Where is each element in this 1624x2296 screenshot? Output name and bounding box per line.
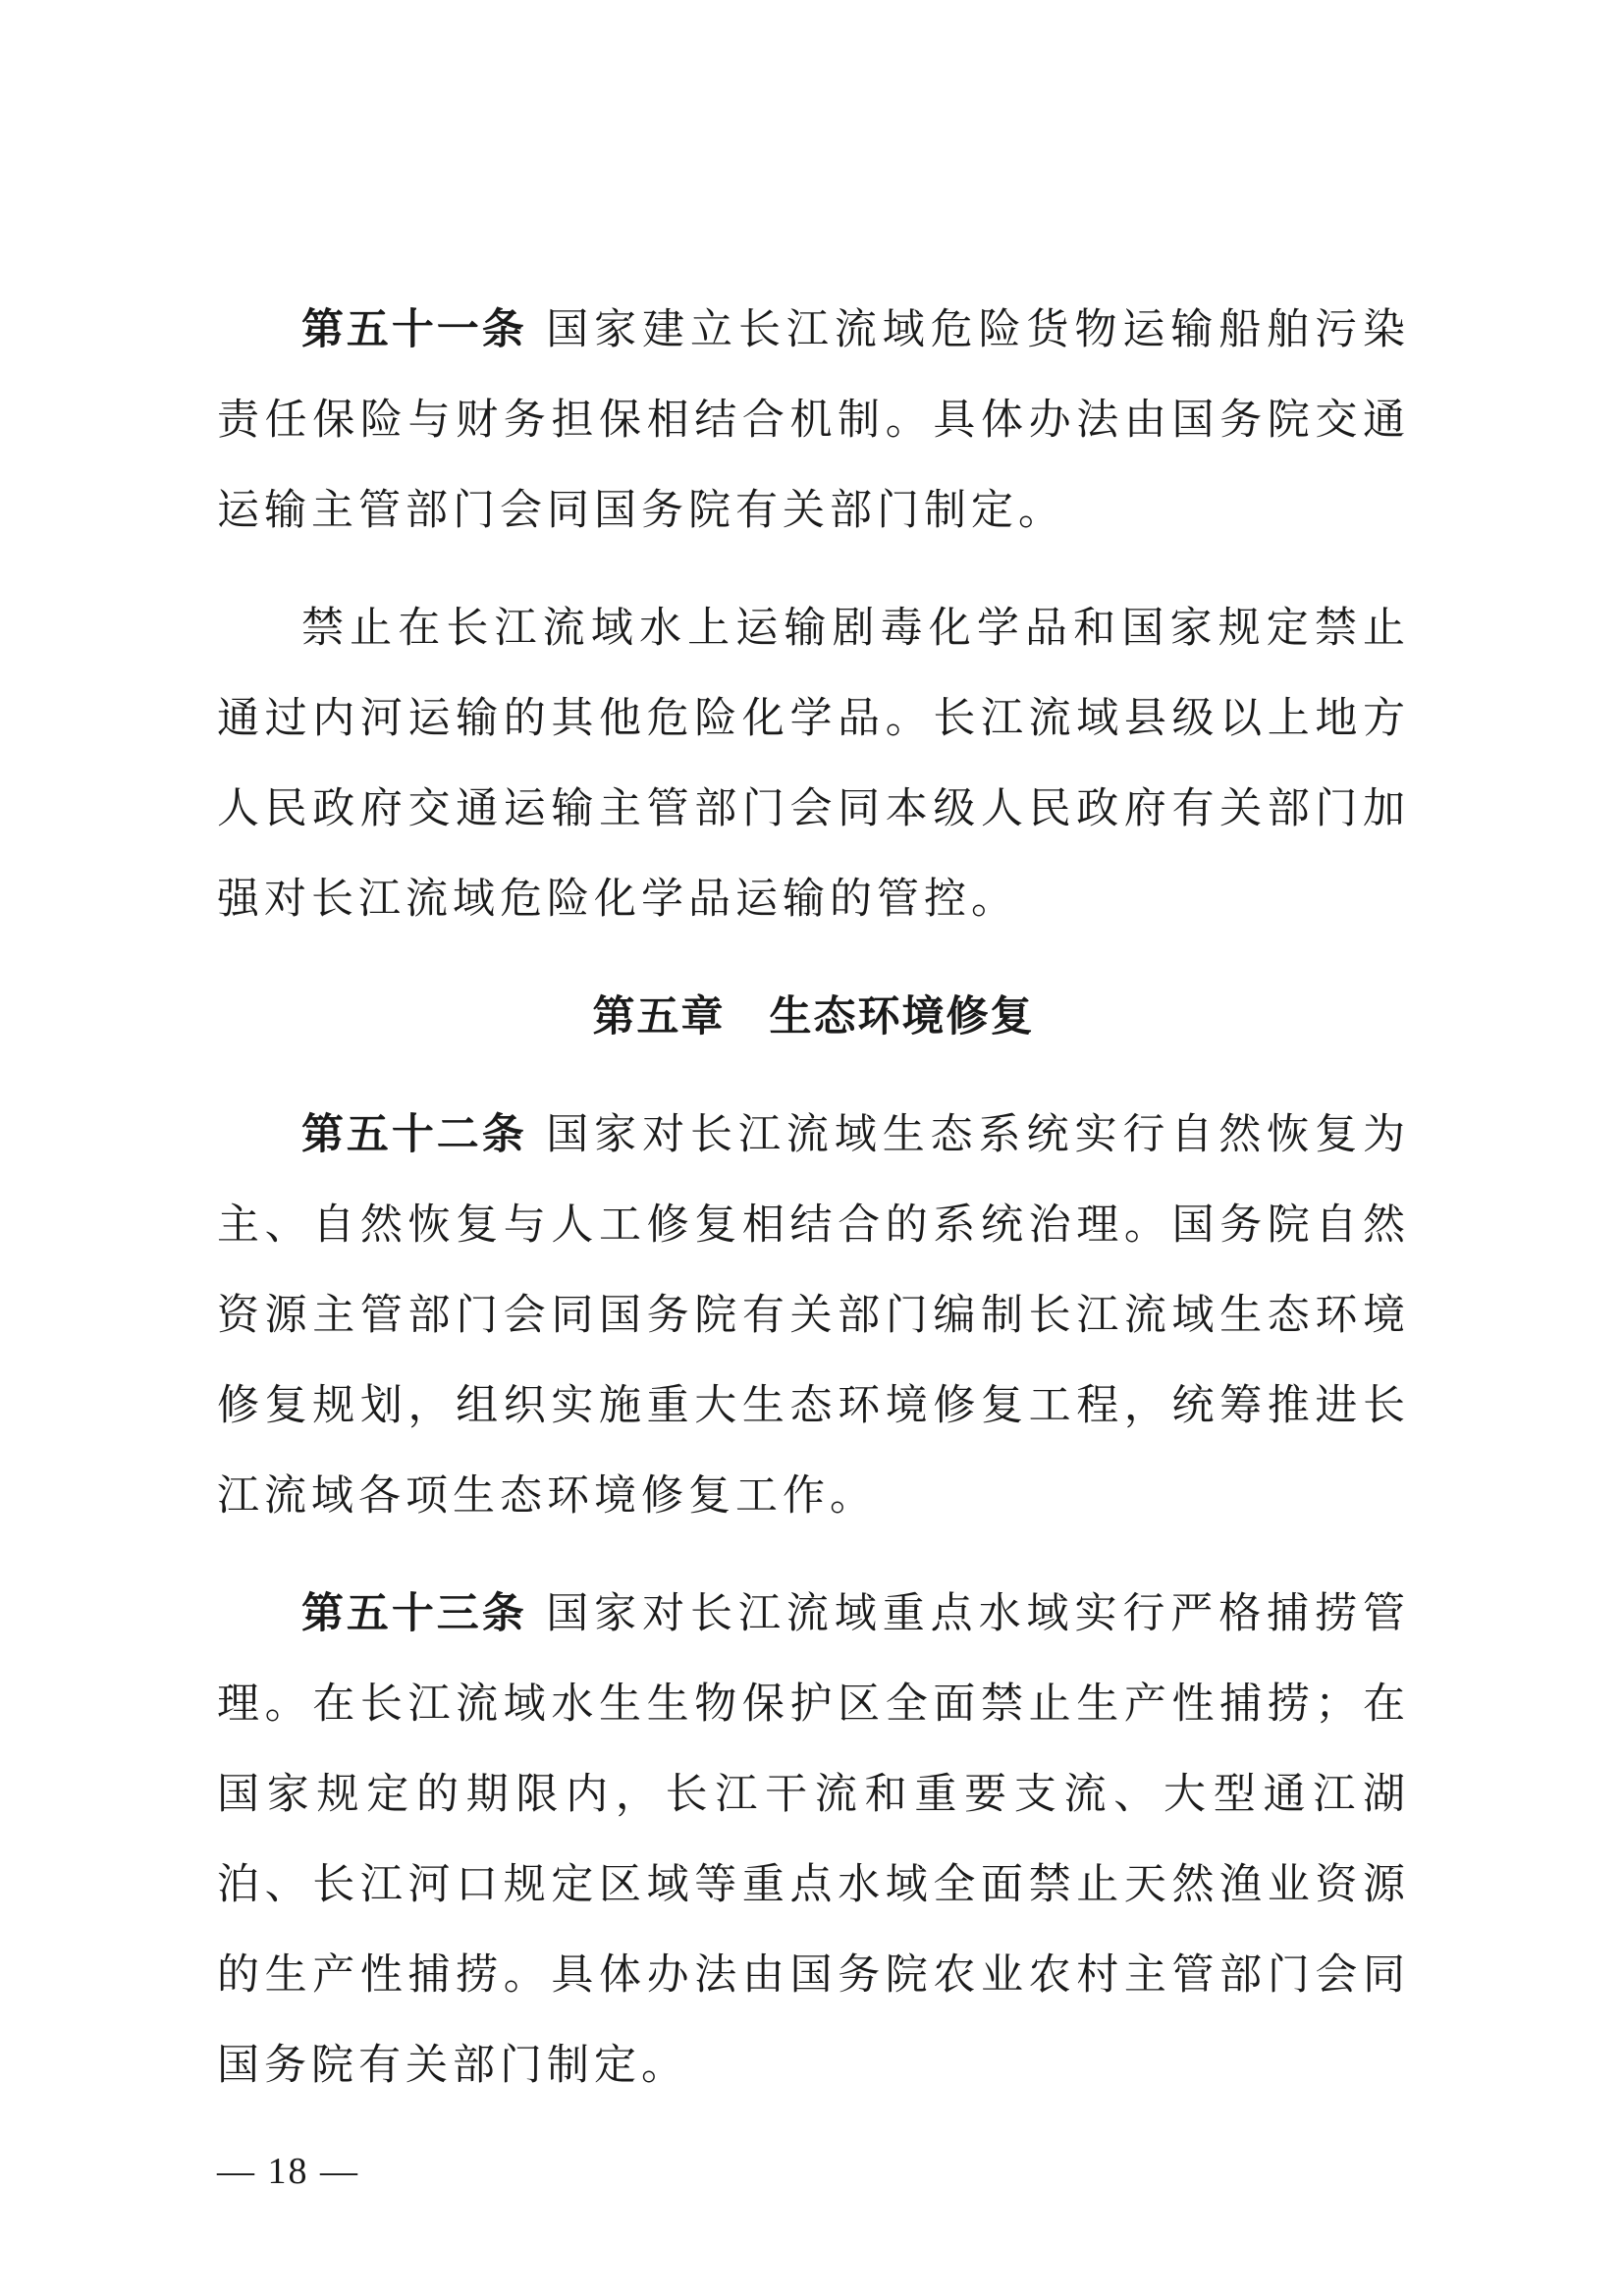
article-number: 第五十三条 [301, 1589, 527, 1638]
article-number: 第五十二条 [301, 1110, 527, 1159]
article-number: 第五十一条 [301, 305, 527, 354]
article-53-paragraph [217, 1569, 1410, 2110]
article-text: 国家对长江流域重点水域实行严格捕捞管理。在长江流域水生生物保护区全面禁止生产性捕捞；在国家规定的期限内，长江干流和重要支流、大型通江湖泊、长江河口规定区域等重点水域全面禁止天然渔业资源的生产性捕捞。具体办法由国务院农业农村主管部门会同国务院有关部门制定。 [217, 1589, 1411, 2090]
chapter-heading: 第五章 生态环境修复 [592, 992, 1035, 1041]
page-body [217, 285, 1410, 2138]
article-text: 禁止在长江流域水上运输剧毒化学品和国家规定禁止通过内河运输的其他危险化学品。长江流域县级以上地方人民政府交通运输主管部门会同本级人民政府有关部门加强对长江流域危险化学品运输的管控。 [217, 604, 1410, 924]
article-51-paragraph [217, 285, 1410, 556]
article-text: 国家对长江流域生态系统实行自然恢复为主、自然恢复与人工修复相结合的系统治理。国务院自然资源主管部门会同国务院有关部门编制长江流域生态环境修复规划，组织实施重大生态环境修复工程，统筹推进长江流域各项生态环境修复工作。 [217, 1110, 1411, 1521]
article-52-paragraph [217, 1090, 1410, 1541]
article-text: 国家建立长江流域危险货物运输船舶污染责任保险与财务担保相结合机制。具体办法由国务院交通运输主管部门会同国务院有关部门制定。 [217, 305, 1411, 535]
page-number: — 18 — [217, 2151, 359, 2192]
article-51-subparagraph [217, 583, 1410, 944]
